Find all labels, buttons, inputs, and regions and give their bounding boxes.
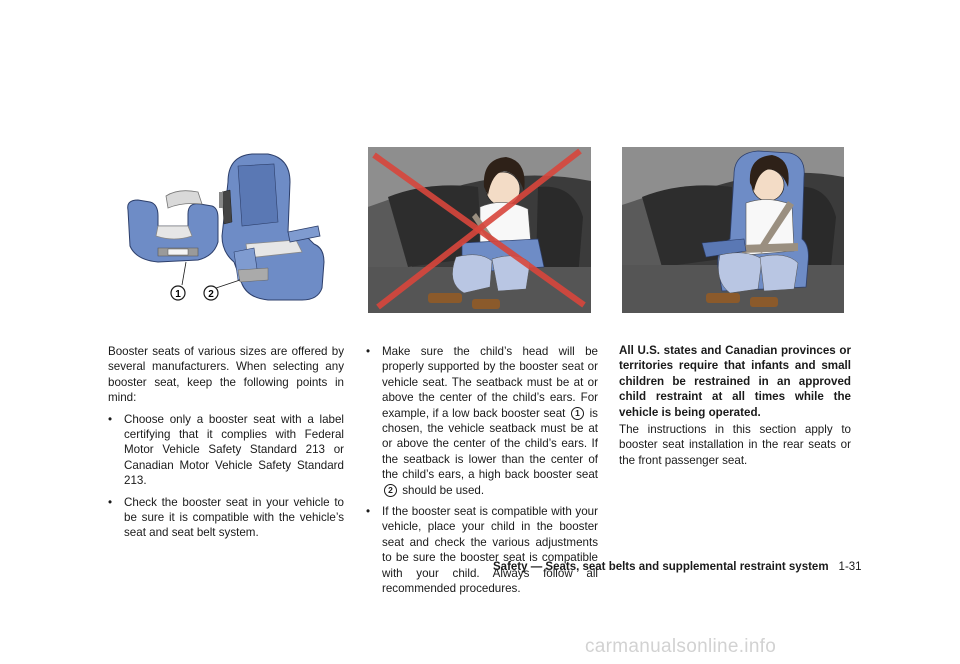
- footer-title: Safety — Seats, seat belts and supplemental restraint system: [493, 561, 829, 573]
- callout-1-ref: 1: [571, 407, 584, 420]
- column-1: [108, 344, 344, 541]
- bullet-text-part: should be used.: [402, 483, 485, 497]
- warning-paragraph: All U.S. states and Canadian provinces or territories require that infants and small children be restrained in an approved child restraint at all times while the vehicle is being operated.: [619, 344, 851, 419]
- column-3: [619, 343, 851, 468]
- bullet-item: [108, 495, 344, 541]
- column-2: [366, 338, 598, 597]
- correct-booster-photo: [622, 147, 844, 313]
- bullet-text-part: is chosen, the vehicle seatback must be at or above the center of the child’s ears. If the seatback is lower than the center of the child’s ears, a high back booster seat: [382, 406, 598, 482]
- bullet-text-part: Make sure the child’s head will be properly supported by the booster seat or vehicle seat. The seatback must be at or above the center of the child’s ears. For example, if a low back booster seat: [382, 345, 598, 420]
- callout-1: 1: [175, 289, 181, 300]
- callout-1-leader: [182, 262, 186, 285]
- callout-2: 2: [208, 289, 214, 300]
- watermark: carmanualsonline.info: [585, 636, 777, 657]
- bullet-item: [366, 344, 598, 498]
- incorrect-booster-photo: [368, 147, 591, 313]
- bullet-item: [366, 504, 598, 596]
- intro-paragraph: Booster seats of various sizes are offered by several manufacturers. When selecting any booster seat, keep the following points in mind:: [108, 345, 344, 405]
- bullet-text: If the booster seat is compatible with your vehicle, place your child in the booster seat and check the various adjustments to be sure the booster seat is compatible with your child. Always follow all recommended procedures.: [382, 505, 598, 596]
- booster-seats-illustration: [118, 152, 333, 310]
- callout-2-leader: [216, 280, 240, 288]
- page-number: 1-31: [838, 561, 862, 573]
- bullet-text: Check the booster seat in your vehicle to be sure it is compatible with the vehicle’s seat and seat belt system.: [124, 495, 344, 540]
- bullet-item: [108, 412, 344, 489]
- bullet-symbol: •: [108, 412, 113, 426]
- callout-2-ref: 2: [384, 484, 397, 497]
- high-back-booster-seat: [219, 154, 324, 300]
- bullet-symbol: •: [366, 345, 371, 358]
- bullet-symbol: •: [366, 505, 371, 519]
- low-back-booster-seat: [128, 191, 218, 262]
- bullet-text: Choose only a booster seat with a label certifying that it complies with Federal Motor Vehicle Safety Standard 213 or Canadian Motor Vehicle Safety Standard 213.: [124, 412, 344, 488]
- bullet-symbol: •: [108, 495, 113, 509]
- instructions-paragraph: The instructions in this section apply to booster seat installation in the rear seats or the front passenger seat.: [619, 423, 851, 467]
- page-footer: [493, 561, 862, 573]
